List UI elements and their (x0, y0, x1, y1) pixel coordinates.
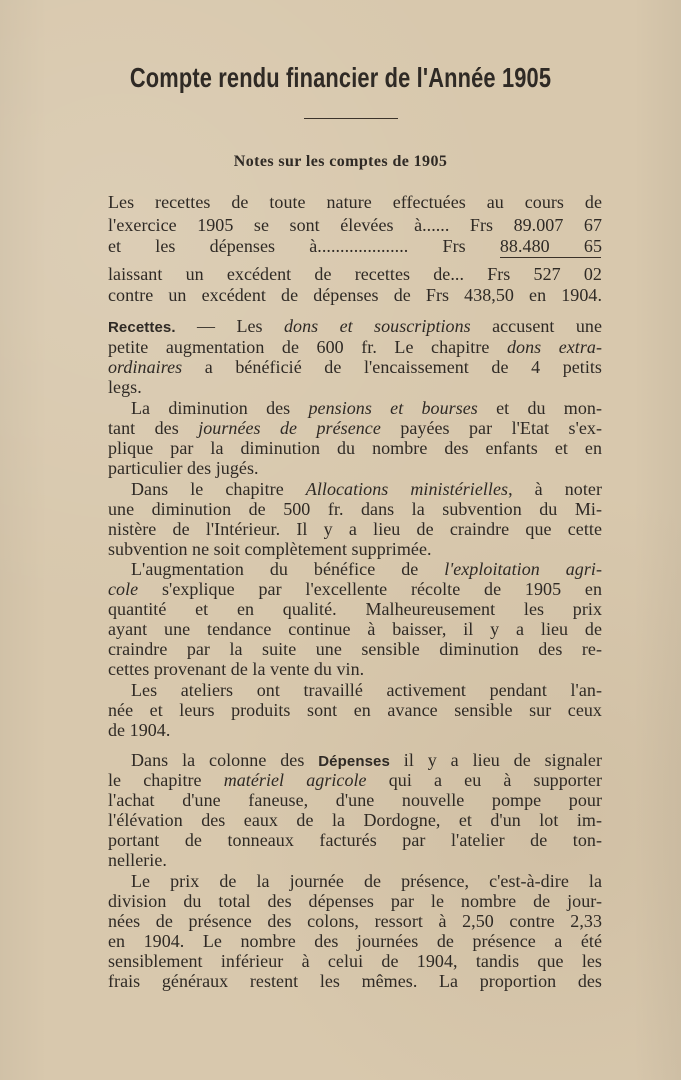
recettes-line: plique par la diminution du nombre des enfants et en (108, 438, 602, 458)
recettes-line (131, 398, 602, 418)
italic-text: ordinaires (108, 357, 183, 377)
recettes-line: legs. (108, 377, 142, 397)
text-run: le chapitre (108, 770, 224, 790)
recettes-line (108, 418, 602, 438)
text-run: , à noter (508, 479, 602, 499)
recettes-line: cettes provenant de la vente du vin. (108, 659, 365, 679)
recettes-line: quantité et en qualité. Malheureusement les prix (108, 599, 602, 619)
title-divider (304, 118, 398, 119)
depenses-line: nellerie. (108, 850, 167, 870)
recettes-line: de 1904. (108, 720, 171, 740)
depenses-line: l'achat d'une faneuse, d'une nouvelle pompe pour (108, 790, 602, 810)
depenses-line: l'élévation des eaux de la Dordogne, et d'un lot im- (108, 810, 602, 830)
recettes-line (131, 479, 602, 499)
recettes-line: subvention ne soit complètement supprimée. (108, 539, 432, 559)
depenses-line: nées de présence des colons, ressort à 2,50 contre 2,33 (108, 911, 602, 931)
depenses-line (131, 750, 602, 772)
italic-text: pensions et bourses (308, 398, 478, 418)
depenses-line: frais généraux restent les mêmes. La proportion des (108, 971, 602, 991)
recettes-line (131, 559, 602, 579)
recettes-line: particulier des jugés. (108, 458, 259, 478)
text-run: accusent une (470, 316, 602, 336)
text-run: L'augmentation du bénéfice de (131, 559, 445, 579)
recettes-line: nistère de l'Intérieur. Il y a lieu de craindre que cette (108, 519, 602, 539)
summary-line: l'exercice 1905 se sont élevées à...... Frs 89.007 67 (108, 215, 602, 235)
recettes-label: Recettes. (108, 319, 176, 336)
depenses-line: Le prix de la journée de présence, c'est-à-dire la (131, 871, 602, 891)
depenses-line (108, 770, 602, 790)
recettes-line: Les ateliers ont travaillé activement pendant l'an- (131, 680, 602, 700)
italic-text: Allocations ministérielles (305, 479, 509, 499)
text-run: Dans le chapitre (131, 479, 306, 499)
italic-text: matériel agricole (223, 770, 367, 790)
italic-text: l'exploitation agri- (444, 559, 602, 579)
recettes-line: craindre par la suite une sensible diminution des re- (108, 639, 602, 659)
text-run: s'explique par l'excellente récolte de 1905 en (138, 579, 602, 599)
depenses-line: sensiblement inférieur à celui de 1904, tandis que les (108, 951, 602, 971)
recettes-line (108, 579, 602, 599)
recettes-line: une diminution de 500 fr. dans la subvention du Mi- (108, 499, 602, 519)
text-run: Dans la colonne des (131, 750, 319, 770)
text-run: et du mon- (477, 398, 602, 418)
depenses-label: Dépenses (318, 753, 390, 770)
italic-text: dons et souscriptions (283, 316, 471, 336)
italic-text: journées de présence (198, 418, 381, 438)
recettes-line: ayant une tendance continue à baisser, il y a lieu de (108, 619, 602, 639)
total-underline (500, 257, 601, 258)
text-run: il y a lieu de signaler (389, 750, 602, 770)
depenses-line: portant de tonneaux facturés par l'atelier de ton- (108, 830, 602, 850)
text-run: La diminution des (131, 398, 309, 418)
summary-line: Les recettes de toute nature effectuées au cours de (108, 192, 602, 212)
recettes-line (108, 316, 602, 338)
text-run: petite augmentation de 600 fr. Le chapitre (108, 337, 507, 357)
summary-line: et les dépenses à.................... Frs 88.480 65 (108, 236, 602, 256)
recettes-line (108, 337, 602, 357)
page-title: Compte rendu financier de l'Année 1905 (129, 62, 552, 93)
text-run: qui a eu à supporter (366, 770, 602, 790)
text-run: payées par l'Etat s'ex- (380, 418, 603, 438)
italic-text: dons extra- (506, 337, 602, 357)
text-run: tant des (108, 418, 199, 438)
text-run: — Les (175, 316, 284, 336)
section-subtitle: Notes sur les comptes de 1905 (233, 153, 448, 170)
recettes-line: née et leurs produits sont en avance sensible sur ceux (108, 700, 602, 720)
depenses-line: en 1904. Le nombre des journées de présence a été (108, 931, 602, 951)
summary-line: laissant un excédent de recettes de... Frs 527 02 (108, 264, 602, 284)
italic-text: cole (108, 579, 139, 599)
depenses-line: division du total des dépenses par le nombre de jour- (108, 891, 602, 911)
text-run: a bénéficié de l'encaissement de 4 petits (182, 357, 602, 377)
summary-line: contre un excédent de dépenses de Frs 438,50 en 1904. (108, 285, 602, 305)
recettes-line (108, 357, 602, 377)
